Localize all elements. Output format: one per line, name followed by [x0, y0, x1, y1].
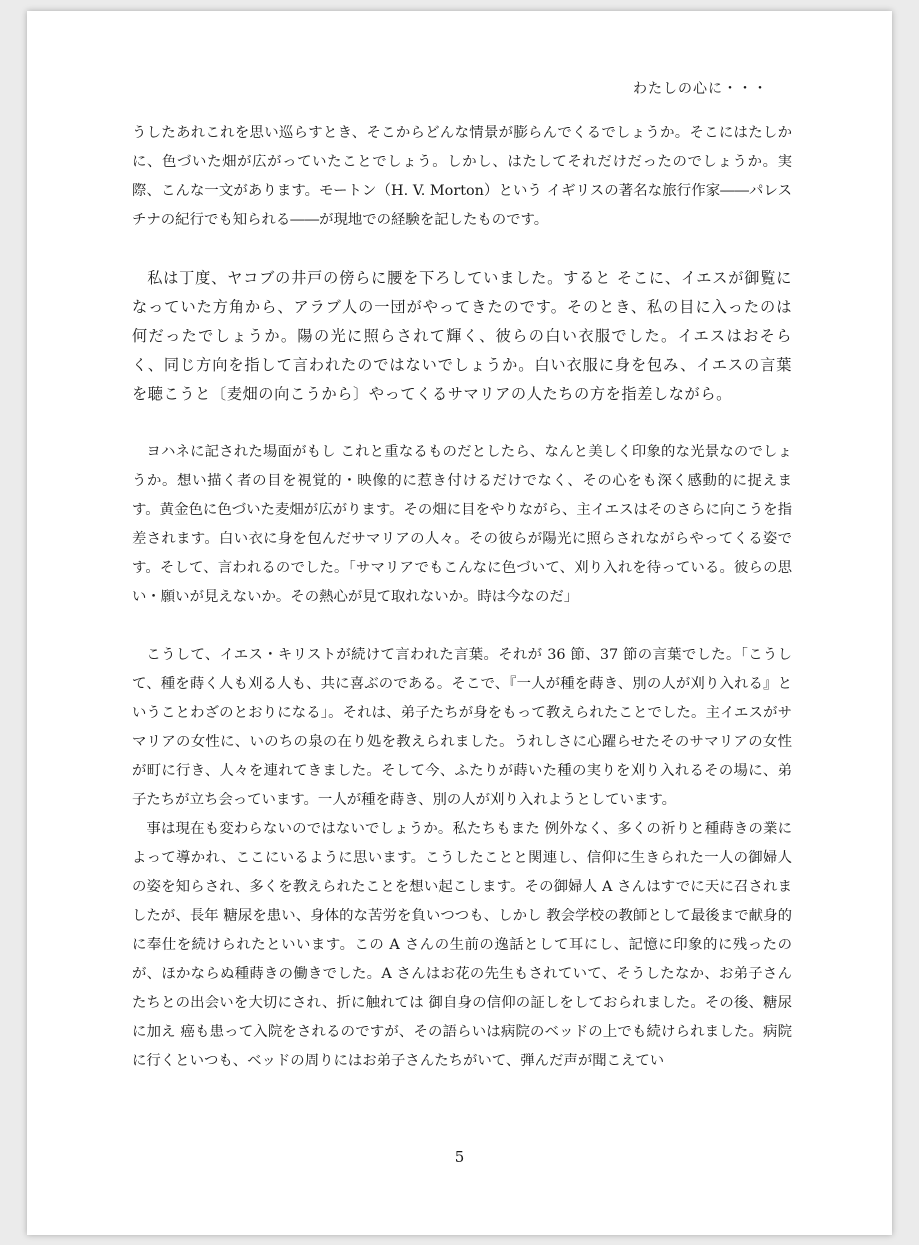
- document-page: [27, 11, 892, 1235]
- quote-paragraph: 私は丁度、ヤコブの井戸の傍らに腰を下ろしていました。すると そこに、イエスが御覧になっていた方角から、アラブ人の一団がやってきたのです。そのとき、私の目に入ったのは何だったでしょうか。陽の光に照らされて輝く、彼らの白い衣服でした。イエスはおそらく、同じ方向を指して言われたのではないでしょうか。白い衣服に身を包み、イエスの言葉を聴こうと〔麦畑の向こうから〕やってくるサマリアの人たちの方を指差しながら。: [132, 269, 792, 403]
- paragraph-1: うしたあれこれを思い巡らすとき、そこからどんな情景が膨らんでくるでしょうか。そこにはたしかに、色づいた畑が広がっていたことでしょう。しかし、はたしてそれだけだったのでしょうか。実際、こんな一文があります。モートン（H. V. Morton）という イギリスの著名な旅行作家――パレスチナの紀行でも知られる――が現地での経験を記したものです。: [132, 125, 792, 228]
- paragraph-5: 事は現在も変わらないのではないでしょうか。私たちもまた 例外なく、多くの祈りと種蒔きの業によって導かれ、ここにいるように思います。こうしたことと関連し、信仰に生きられた一人の御婦人の姿を知らされ、多くを教えられたことを想い起こします。その御婦人 A さんはすでに天に召されましたが、長年 糖尿を患い、身体的な苦労を負いつつも、しかし 教会学校の教師として最後まで献身的に奉仕を続けられたといいます。この A さんの生前の逸話として耳にし、記憶に印象的に残ったのが、ほかならぬ種蒔きの働きでした。A さんはお花の先生もされていて、そうしたなか、お弟子さんたちとの出会いを大切にされ、折に触れては 御自身の信仰の証しをしておられました。その後、糖尿に加え 癌も患って入院をされるのですが、その語らいは病院のベッドの上でも続けられました。病院に行くといつも、ベッドの周りにはお弟子さんたちがいて、弾んだ声が聞こえてい: [132, 821, 792, 1069]
- page-number: 5: [454, 1148, 465, 1166]
- paragraph-3: ヨハネに記された場面がもし これと重なるものだとしたら、なんと美しく印象的な光景なのでしょうか。想い描く者の目を視覚的・映像的に惹き付けるだけでなく、その心をも深く感動的に捉えます。黄金色に色づいた麦畑が広がります。その畑に目をやりながら、主イエスはそのさらに向こうを指差されます。白い衣に身を包んだサマリアの人々。その彼らが陽光に照らされながらやってくる姿です。そして、言われるのでした。「サマリアでもこんなに色づいて、刈り入れを待っている。彼らの思い・願いが見えないか。その熱心が見て取れないか。時は今なのだ」: [132, 444, 792, 605]
- running-header: わたしの心に・・・: [633, 81, 768, 97]
- body-text: [132, 119, 792, 1076]
- paragraph-4: こうして、イエス・キリストが続けて言われた言葉。それが 36 節、37 節の言葉でした。「こうして、種を蒔く人も刈る人も、共に喜ぶのである。そこで、『一人が種を蒔き、別の人が刈り入れる』ということわざのとおりになる」。それは、弟子たちが身をもって教えられたことでした。主イエスがサマリアの女性に、いのちの泉の在り処を教えられました。うれしさに心躍らせたそのサマリアの女性が町に行き、人々を連れてきました。そして今、ふたりが蒔いた種の実りを刈り入れるその場に、弟子たちが立ち会っています。一人が種を蒔き、別の人が刈り入れようとしています。: [132, 647, 792, 808]
